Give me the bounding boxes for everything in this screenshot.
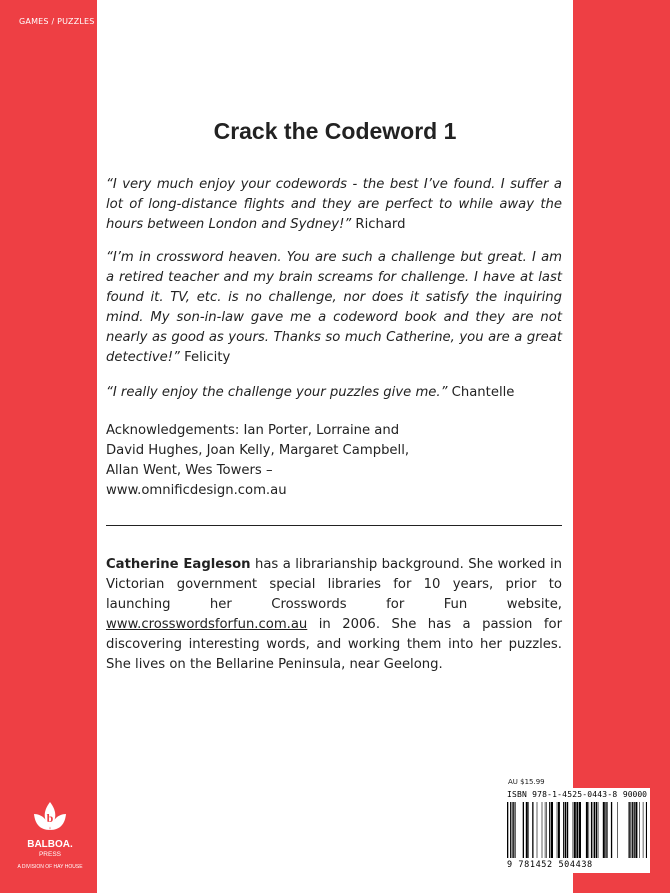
testimonial-2	[106, 248, 562, 368]
testimonial-text: “I’m in crossword heaven. You are such a challenge but great. I am a retired teacher and my brain screams for challenge. I have at last found it. TV, etc. is no challenge, nor does it satisfy the inquiring mind. My son-in-law gave me a codeword book and they are not nearly as good as yours. Thanks so much Catherine, you are a great detective!”	[106, 250, 562, 365]
testimonial-author: Richard	[355, 217, 406, 232]
testimonial-text: “I very much enjoy your codewords - the best I’ve found. I suffer a lot of long-distance flights and they are perfect to while away the hours between London and Sydney!”	[106, 177, 562, 232]
testimonial-1	[106, 175, 562, 235]
category-label: GAMES / PUZZLES	[19, 17, 95, 26]
acknowledgements: Acknowledgements: Ian Porter, Lorraine and David Hughes, Joan Kelly, Margaret Campbell, Allan Went, Wes Towers – www.omnificdesign.com.au	[106, 423, 410, 498]
barcode-bars	[507, 802, 647, 858]
testimonial-text: “I really enjoy the challenge your puzzles give me.”	[106, 385, 448, 400]
website-link[interactable]: www.crosswordsforfun.com.au	[106, 617, 308, 632]
book-title: Crack the Codeword 1	[213, 118, 457, 144]
testimonial-author: Felicity	[184, 350, 231, 365]
bio-text: in 2006. She has a passion for discovering interesting words, and working them into her puzzles. She lives on the Bellarine Peninsula, near Geelong.	[106, 617, 562, 672]
addon-digits: 90000	[622, 790, 647, 799]
svg-text:b: b	[46, 811, 54, 825]
publisher-division: A DIVISION OF HAY HOUSE	[17, 864, 83, 870]
publisher-logo	[10, 800, 90, 890]
bio-text: has a librarianship background. She worked in Victorian government special libraries for 10 years, prior to launching her Crosswords for Fun website,	[106, 557, 562, 612]
testimonial-author: Chantelle	[451, 385, 515, 400]
barcode-digits: 9 781452 504438	[507, 860, 593, 870]
divider	[106, 525, 562, 526]
author-name: Catherine Eagleson	[106, 557, 251, 572]
testimonial-3	[106, 383, 562, 403]
price-label: AU $15.99	[508, 778, 545, 786]
author-bio	[106, 555, 562, 675]
lotus-b-icon	[30, 800, 70, 838]
publisher-sub: PRESS	[38, 851, 62, 858]
isbn-barcode	[504, 788, 650, 873]
isbn-text: ISBN 978-1-4525-0443-8	[507, 790, 618, 799]
publisher-name: BALBOA.	[27, 839, 73, 850]
